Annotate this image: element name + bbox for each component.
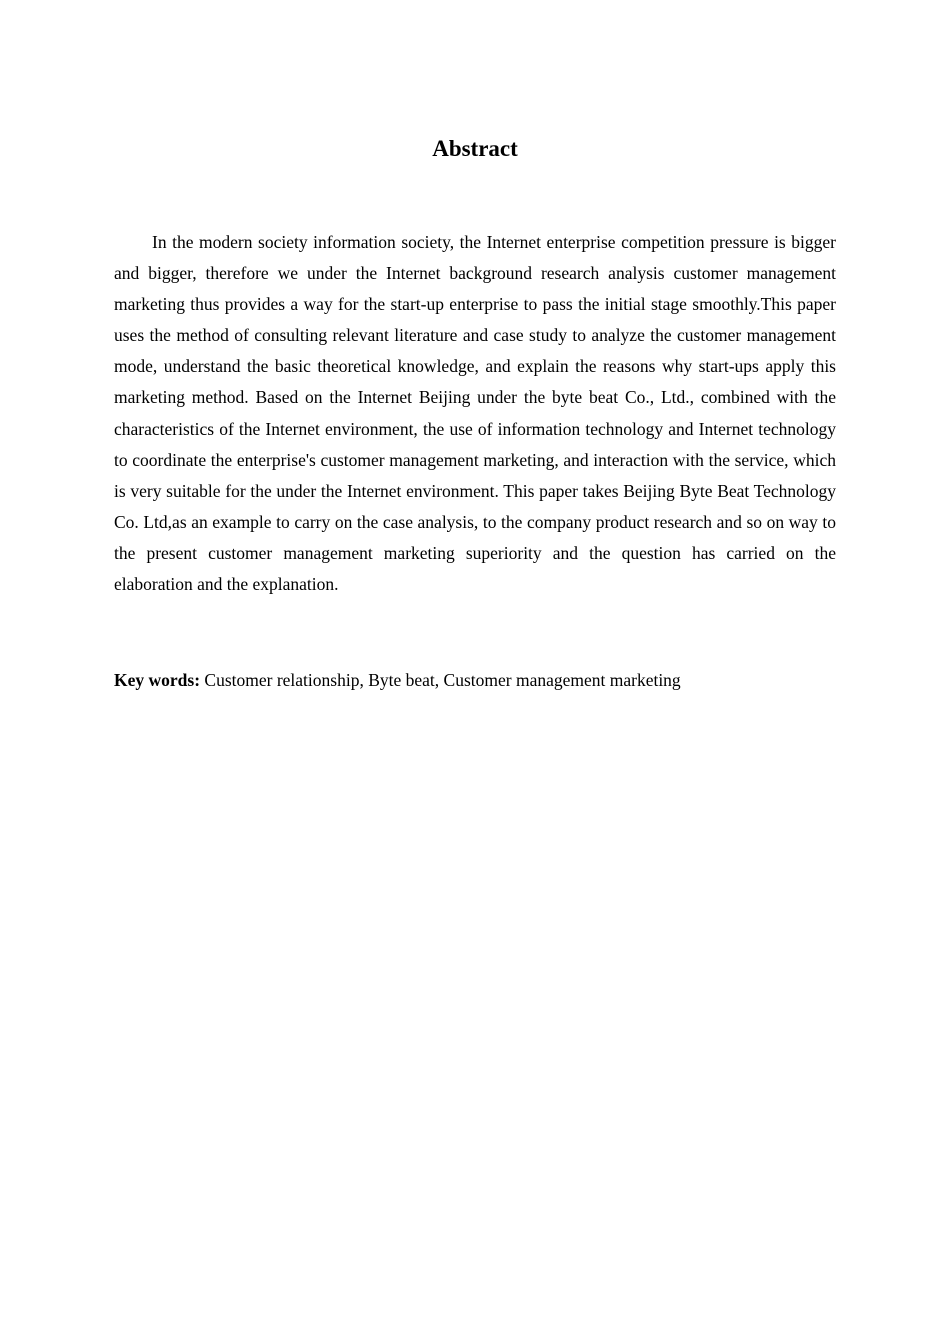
keywords-list: Customer relationship, Byte beat, Customer management marketing <box>204 670 681 690</box>
keywords-line <box>114 665 836 696</box>
abstract-title: Abstract <box>432 136 518 161</box>
abstract-paragraph: In the modern society information society, the Internet enterprise competition pressure is bigger and bigger, therefore we under the Internet background research analysis customer management marketing thus provides a way for the start-up enterprise to pass the initial stage smoothly.This paper uses the method of consulting relevant literature and case study to analyze the customer management mode, understand the basic theoretical knowledge, and explain the reasons why start-ups apply this marketing method. Based on the Internet Beijing under the byte beat Co., Ltd., combined with the characteristics of the Internet environment, the use of information technology and Internet technology to coordinate the enterprise's customer management marketing, and interaction with the service, which is very suitable for the under the Internet environment. This paper takes Beijing Byte Beat Technology Co. Ltd,as an example to carry on the case analysis, to the company product research and so on way to the present customer management marketing superiority and the question has carried on the elaboration and the explanation. <box>114 232 836 595</box>
keywords-label: Key words: <box>114 670 201 690</box>
